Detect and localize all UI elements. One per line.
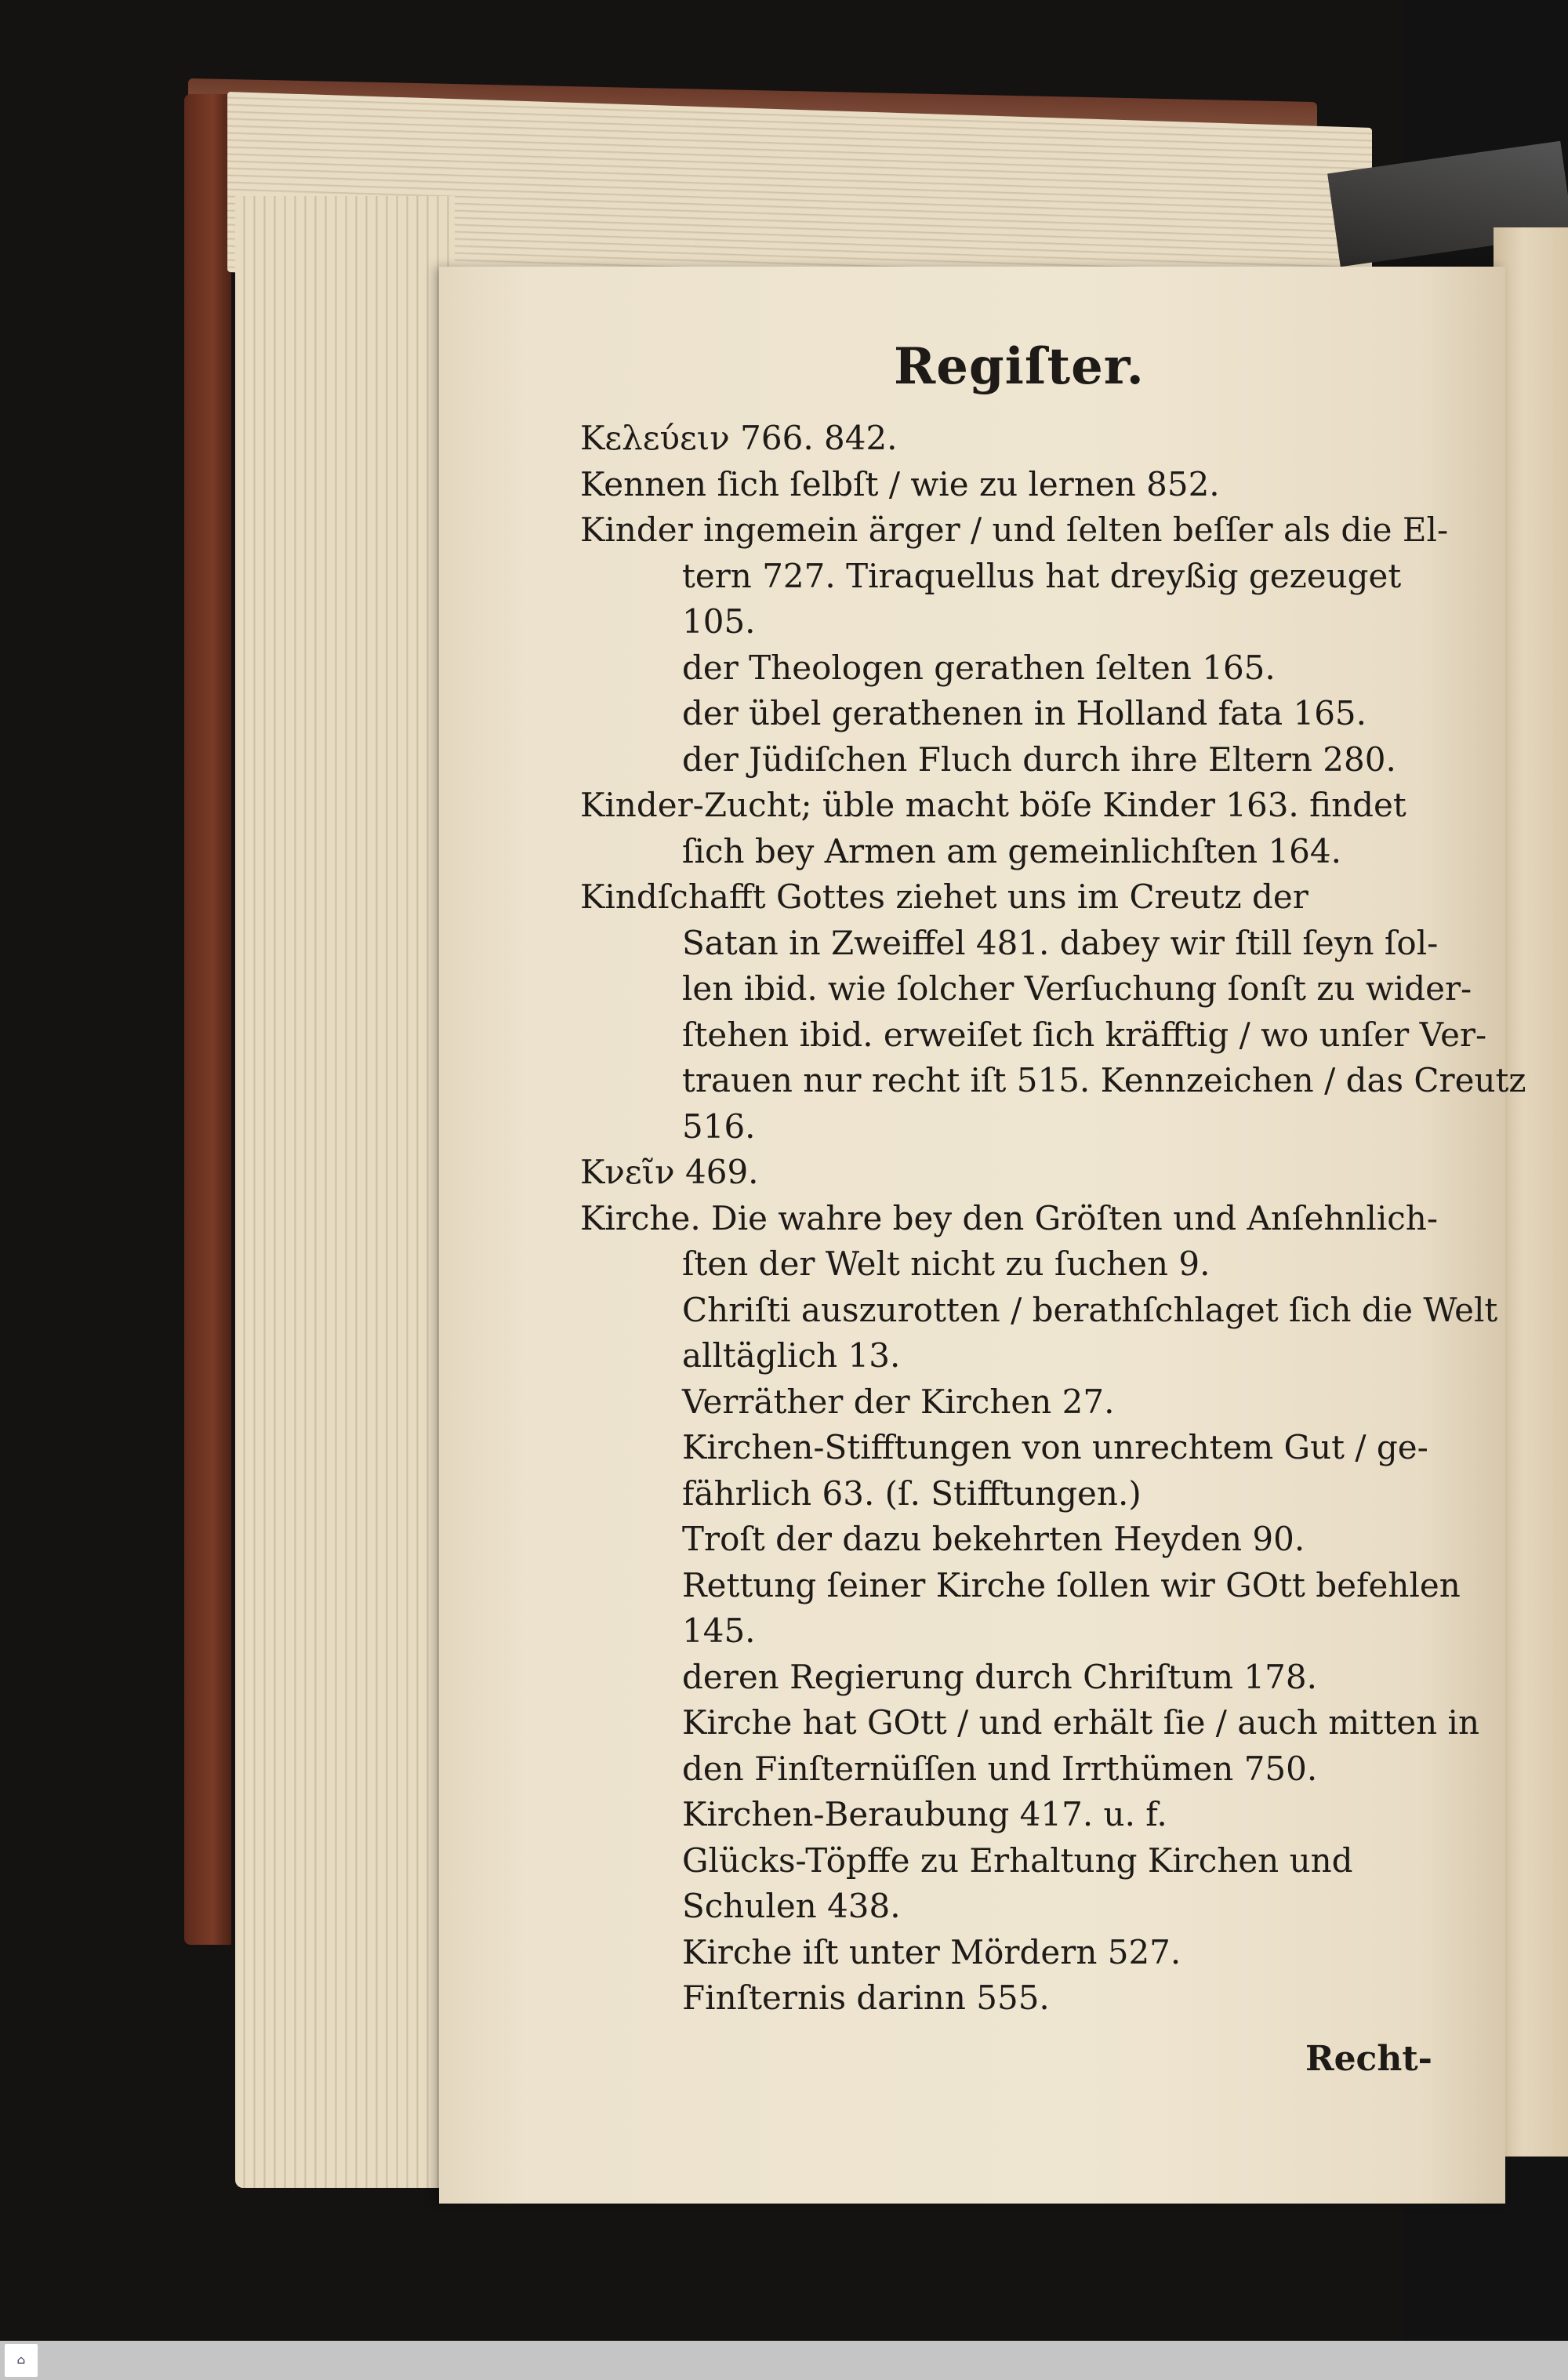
register-line: Κελεύειν 766. 842.	[580, 419, 898, 457]
register-line: fährlich 63. (ſ. Stifftungen.)	[682, 1473, 1142, 1513]
register-line: Kennen ſich ſelbſt / wie zu lernen 852.	[580, 464, 1220, 503]
register-line: 516.	[682, 1106, 756, 1146]
register-line: Glücks-Töpffe zu Erhaltung Kirchen und	[682, 1840, 1353, 1880]
page-edges-left	[235, 196, 455, 2188]
catchword: Recht-	[1305, 2039, 1432, 2079]
register-line: Kirche. Die wahre bey den Gröſten und Anſehnlich-	[580, 1198, 1439, 1237]
register-line: Kirche iſt unter Mördern 527.	[682, 1932, 1181, 1971]
register-line: Schulen 438.	[682, 1887, 901, 1925]
register-line: 105.	[682, 602, 756, 641]
register-line: Kinder ingemein ärger / und ſelten beſſer als die El-	[580, 511, 1449, 549]
register-line: Kindſchafft Gottes ziehet uns im Creutz der	[580, 878, 1308, 916]
register-line: Kinder-Zucht; üble macht böſe Kinder 163. findet	[580, 786, 1406, 824]
register-line: ſich bey Armen am gemeinlichſten 164.	[682, 831, 1341, 870]
register-line: ſten der Welt nicht zu ſuchen 9.	[682, 1245, 1210, 1283]
register-line: Rettung ſeiner Kirche ſollen wir GOtt befehlen	[682, 1565, 1461, 1604]
book-cover-spine	[184, 94, 231, 1945]
viewer-footer	[0, 2341, 1568, 2380]
page-title: Regiſter.	[894, 337, 1145, 396]
register-line: Κνεῖν 469.	[580, 1153, 759, 1191]
register-line: Chriſti auszurotten / berathſchlaget ſich die Welt	[682, 1290, 1498, 1329]
register-line: Kirchen-Beraubung 417. u. f.	[682, 1795, 1167, 1833]
register-line: deren Regierung durch Chriſtum 178.	[682, 1657, 1317, 1696]
library-logo-icon[interactable]: ⌂	[5, 2344, 38, 2377]
register-line: Kirche hat GOtt / und erhält ſie / auch mitten in	[682, 1703, 1480, 1742]
register-line: len ibid. wie ſolcher Verſuchung ſonſt zu wider-	[682, 969, 1472, 1008]
register-line: den Finſternüſſen und Irrthümen 750.	[682, 1749, 1318, 1788]
register-line: Verräther der Kirchen 27.	[682, 1382, 1115, 1421]
register-line: der Jüdiſchen Fluch durch ihre Eltern 280.	[682, 739, 1396, 779]
register-line: der übel gerathenen in Holland fata 165.	[682, 694, 1367, 732]
register-line: alltäglich 13.	[682, 1336, 901, 1375]
register-line: Troſt der dazu bekehrten Heyden 90.	[682, 1520, 1305, 1558]
register-line: 145.	[682, 1611, 756, 1650]
register-line: Kirchen-Stifftungen von unrechtem Gut / ge-	[682, 1428, 1428, 1466]
register-line: ſtehen ibid. erweiſet ſich kräfftig / wo unſer Ver-	[682, 1015, 1487, 1054]
register-line: trauen nur recht iſt 515. Kennzeichen / das Creutz	[682, 1061, 1526, 1099]
register-line: Satan in Zweiffel 481. dabey wir ſtill ſeyn ſol-	[682, 923, 1439, 962]
register-line: tern 727. Tiraquellus hat dreyßig gezeuget	[682, 556, 1402, 595]
register-line: Finſternis darinn 555.	[682, 1978, 1050, 2017]
register-line: der Theologen gerathen ſelten 165.	[682, 648, 1276, 687]
